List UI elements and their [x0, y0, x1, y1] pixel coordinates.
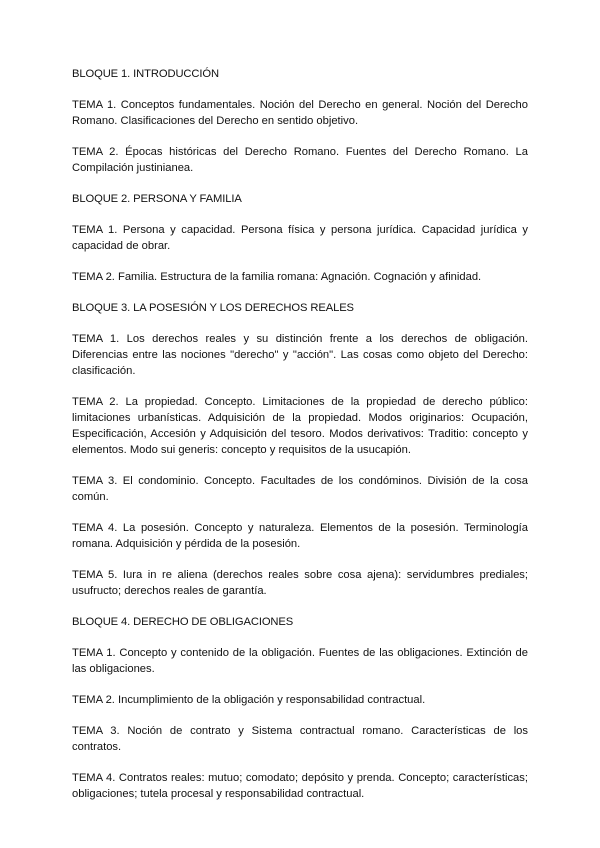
topic-paragraph: TEMA 5. Iura in re aliena (derechos reales sobre cosa ajena): servidumbres prediales; usufructo; derechos reales de garantía.	[72, 569, 528, 597]
topic-paragraph: TEMA 1. Los derechos reales y su distinción frente a los derechos de obligación. Diferencias entre las nociones "derecho" y "acción". Las cosas como objeto del Derecho: clasificación.	[72, 333, 528, 377]
document-page	[72, 66, 528, 817]
topic-paragraph: TEMA 4. La posesión. Concepto y naturaleza. Elementos de la posesión. Terminología romana. Adquisición y pérdida de la posesión.	[72, 522, 528, 550]
block-title: BLOQUE 4. DERECHO DE OBLIGACIONES	[72, 616, 294, 628]
block-title: BLOQUE 3. LA POSESIÓN Y LOS DERECHOS REALES	[72, 302, 354, 314]
topic-paragraph: TEMA 1. Persona y capacidad. Persona física y persona jurídica. Capacidad jurídica y capacidad de obrar.	[72, 224, 528, 252]
block-title: BLOQUE 2. PERSONA Y FAMILIA	[72, 193, 242, 205]
block-title: BLOQUE 1. INTRODUCCIÓN	[72, 68, 219, 80]
topic-paragraph: TEMA 2. Épocas históricas del Derecho Romano. Fuentes del Derecho Romano. La Compilación justinianea.	[72, 146, 528, 174]
topic-paragraph: TEMA 2. La propiedad. Concepto. Limitaciones de la propiedad de derecho público: limitaciones urbanísticas. Adquisición de la propiedad. Modos originarios: Ocupación, Especificación, Accesión y Adquisición del tesoro. Modos derivativos: Traditio: concepto y elementos. Modo sui generis: concepto y requisitos de la usucapión.	[72, 396, 528, 456]
topic-paragraph: TEMA 4. Contratos reales: mutuo; comodato; depósito y prenda. Concepto; características; obligaciones; tutela procesal y responsabilidad contractual.	[72, 772, 528, 800]
topic-paragraph: TEMA 2. Familia. Estructura de la familia romana: Agnación. Cognación y afinidad.	[72, 271, 482, 283]
topic-paragraph: TEMA 1. Concepto y contenido de la obligación. Fuentes de las obligaciones. Extinción de las obligaciones.	[72, 647, 528, 675]
topic-paragraph: TEMA 2. Incumplimiento de la obligación y responsabilidad contractual.	[72, 694, 426, 706]
topic-paragraph: TEMA 3. El condominio. Concepto. Facultades de los condóminos. División de la cosa común.	[72, 475, 528, 503]
topic-paragraph: TEMA 1. Conceptos fundamentales. Noción del Derecho en general. Noción del Derecho Romano. Clasificaciones del Derecho en sentido objetivo.	[72, 99, 528, 127]
topic-paragraph: TEMA 3. Noción de contrato y Sistema contractual romano. Características de los contratos.	[72, 725, 528, 753]
